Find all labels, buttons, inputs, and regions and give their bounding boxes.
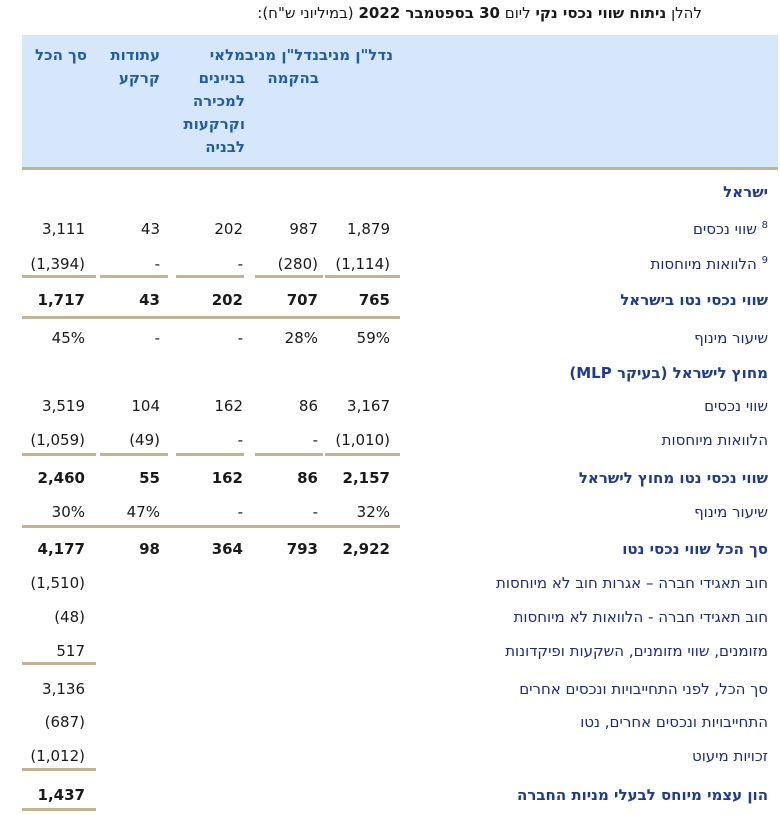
row-label [517,786,768,804]
title-suffix: (במיליוני ש"ח): [257,4,354,22]
cell-land-reserves: 43 [140,220,160,238]
row-label-text: הון עצמי מיוחס לבעלי מניות החברה [517,786,768,804]
cell-income-re: 32% [356,503,390,521]
cell-construction-re: - [312,503,318,521]
cell-income-re: 1,879 [347,220,390,238]
cell-total: 1,437 [37,786,85,804]
title-prefix: להלן [671,4,702,22]
table-rule [255,275,323,278]
table-rule [255,453,323,456]
cell-total: 517 [56,642,85,660]
cell-land-reserves: 55 [139,469,160,487]
cell-total: 2,460 [37,469,85,487]
row-label-text: שיעור מינוף [694,329,768,347]
cell-total: 30% [51,503,85,521]
cell-construction-re: 86 [298,397,318,415]
cell-income-re: (1,010) [335,431,390,449]
row-label [693,220,768,238]
row-label [569,364,768,382]
cell-land-reserves: 43 [139,291,160,309]
page-title [257,4,702,22]
row-label-text: התחייבויות ונכסים אחרים, נטו [580,713,768,731]
row-label-text: סך הכל שווי נכסי נטו [622,540,768,558]
row-label-text: שווי נכסי נטו מחוץ לישראל [578,469,768,487]
cell-income-re: 2,922 [342,540,390,558]
footnote-ref: 8 [761,220,768,231]
row-label-text: שווי נכסי נטו בישראל [620,291,768,309]
cell-land-reserves: - [154,329,160,347]
row-label [620,291,768,309]
cell-total: (1,394) [30,255,85,273]
column-header-construction-re: נדל"ן מניב בהקמה [244,46,319,87]
row-label [662,431,768,449]
table-rule [100,275,168,278]
cell-total: 45% [51,329,85,347]
cell-total: 3,111 [42,220,85,238]
row-label [496,574,768,592]
cell-inventory: 162 [214,397,243,415]
row-label-text: זכויות מיעוט [691,747,768,765]
column-header-total: סך הכל [35,46,87,64]
cell-land-reserves: (49) [129,431,160,449]
cell-inventory: 364 [211,540,243,558]
cell-construction-re: 86 [297,469,318,487]
table-rule [176,453,244,456]
cell-total: 3,519 [42,397,85,415]
row-label [519,680,768,698]
cell-inventory: - [237,503,243,521]
table-rule [22,768,96,771]
row-label [580,713,768,731]
row-label-text: מזומנים, שווי מזומנים, השקעות ופיקדונות [505,642,768,660]
cell-total: 1,717 [37,291,85,309]
row-label [694,329,768,347]
cell-construction-re: (280) [277,255,318,273]
row-label-text: ישראל [723,183,768,201]
cell-total: 3,136 [42,680,85,698]
row-label-text: שווי נכסים [704,397,768,415]
title-middle: ליום [504,4,531,22]
cell-construction-re: 793 [286,540,318,558]
row-label-text: סך הכל, לפני התחייבויות ונכסים אחרים [519,680,768,698]
row-label [505,642,768,660]
row-label [723,183,768,201]
table-rule [22,275,96,278]
cell-total: 4,177 [37,540,85,558]
cell-inventory: 162 [211,469,243,487]
cell-income-re: (1,114) [335,255,390,273]
cell-land-reserves: - [154,255,160,273]
cell-land-reserves: 47% [126,503,160,521]
row-label [579,469,768,487]
row-label [650,255,768,273]
column-header-income-re: נדל"ן מניב [318,46,393,64]
title-date: 30 בספטמבר 2022 [358,4,500,22]
cell-inventory: 202 [214,220,243,238]
table-rule [325,453,400,456]
cell-income-re: 2,157 [342,469,390,487]
cell-total: (1,059) [30,431,85,449]
row-label-text: מחוץ לישראל (בעיקר MLP) [569,364,768,382]
cell-construction-re: - [312,431,318,449]
table-rule [22,525,400,528]
table-rule [22,316,400,319]
header-rule [22,167,778,170]
cell-construction-re: 28% [284,329,318,347]
table-rule [22,662,96,665]
table-rule [22,453,96,456]
cell-inventory: - [237,329,243,347]
cell-inventory: - [237,255,243,273]
column-header-land-reserves: עתודות קרקע [110,46,160,87]
cell-income-re: 59% [356,329,390,347]
cell-total: (48) [54,608,85,626]
row-label-text: שווי נכסים [692,220,757,238]
cell-total: (1,012) [30,747,85,765]
column-header-inventory: מלאי בניינים למכירה וקרקעות לבניה [183,46,245,156]
table-rule [176,275,244,278]
cell-land-reserves: 98 [139,540,160,558]
row-label-text: הלוואות מיוחסות [650,255,757,273]
cell-total: (687) [44,713,85,731]
row-label [622,540,768,558]
table-rule [22,808,96,811]
table-rule [325,275,400,278]
row-label-text: שיעור מינוף [694,503,768,521]
footnote-ref: 9 [761,255,768,266]
row-label [704,397,768,415]
row-label [694,503,768,521]
cell-income-re: 3,167 [347,397,390,415]
row-label-text: חוב תאגידי חברה - הלוואות לא מיוחסות [513,608,768,626]
cell-inventory: - [237,431,243,449]
row-label-text: הלוואות מיוחסות [661,431,768,449]
cell-total: (1,510) [30,574,85,592]
title-bold: ניתוח שווי נכסי נקי [535,4,667,22]
cell-construction-re: 707 [286,291,318,309]
row-label [514,608,768,626]
row-label [692,747,768,765]
cell-land-reserves: 104 [131,397,160,415]
cell-inventory: 202 [211,291,243,309]
cell-construction-re: 987 [289,220,318,238]
row-label-text: חוב תאגידי חברה – אגרות חוב לא מיוחסות [496,574,768,592]
table-rule [100,453,168,456]
cell-income-re: 765 [358,291,390,309]
